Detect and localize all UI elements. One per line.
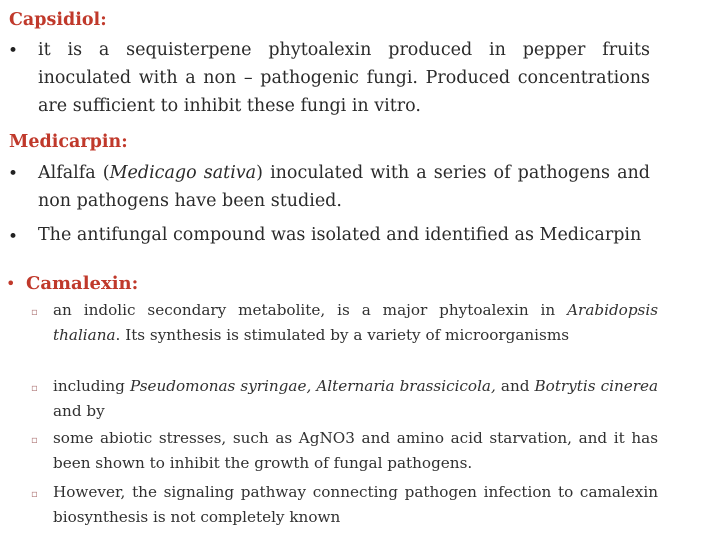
species-name: Arabidopsis thaliana [53,301,658,344]
bullet-marker: • [8,164,19,184]
text-run: including [53,377,130,395]
camalexin-item-1 [53,298,658,348]
text-run: Alfalfa ( [38,163,110,183]
text-run: and by [53,402,105,420]
text-run: . Its synthesis is stimulated by a variety of microorganisms [115,326,570,344]
text-run: and [495,377,535,395]
camalexin-heading: Camalexin: [26,273,139,294]
camalexin-item-3: some abiotic stresses, such as AgNO3 and amino acid starvation, and it has been shown to inhibit the growth of fungal pathogens. [53,429,658,472]
species-name: Botrytis cinerea [534,377,659,395]
camalexin-bullet: • [6,274,16,293]
medicarpin-text-1 [38,159,650,215]
medicarpin-text-2: The antifungal compound was isolated and identified as Medicarpin [38,225,642,245]
sub-bullet-marker: ▫ [31,307,38,318]
sub-bullet-marker: ▫ [31,383,38,394]
text-run: ) inoculated with a series of pathogens and non pathogens have been studied. [38,163,650,211]
camalexin-item-2 [53,374,658,424]
bullet-marker: • [8,227,19,247]
sub-bullet-marker: ▫ [31,435,38,446]
bullet-marker: • [8,41,19,61]
species-name: Medicago sativa [109,163,257,183]
capsidiol-text: it is a sequisterpene phytoalexin produced in pepper fruits inoculated with a non – pathogenic fungi. Produced concentrations are sufficient to inhibit these fungi in vitro. [38,40,650,116]
medicarpin-heading: Medicarpin: [9,132,128,152]
capsidiol-heading: Capsidiol: [9,10,107,30]
species-name: Pseudomonas syringae, Alternaria brassicicola, [129,377,496,395]
camalexin-item-4: However, the signaling pathway connecting pathogen infection to camalexin biosynthesis is not completely known [53,483,658,526]
sub-bullet-marker: ▫ [31,489,38,500]
text-run: an indolic secondary metabolite, is a major phytoalexin in [53,301,568,319]
